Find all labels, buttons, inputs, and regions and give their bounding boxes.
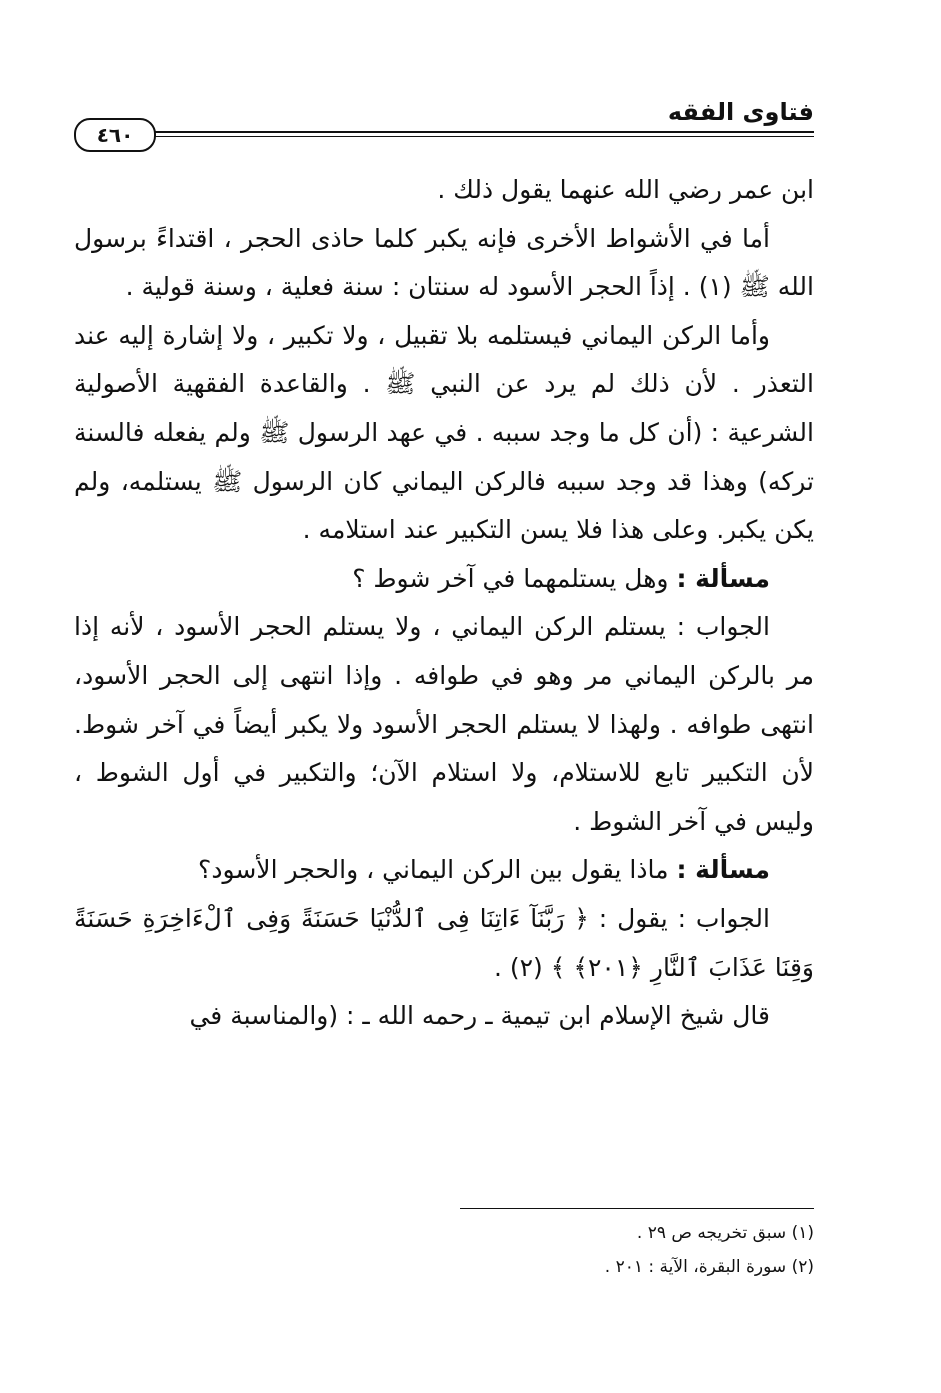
header-rule [144, 131, 814, 133]
paragraph-text: الجواب : يستلم الركن اليماني ، ولا يستلم الحجر الأسود ، لأنه إذا مر بالركن اليماني مر وهو في طوافه . وإذا انتهى إلى الحجر الأسود، انتهى طوافه . ولهذا لا يستلم الحجر الأسود ولا يكبر أيضاً في آخر شوط. لأن التكبير تابع للاستلام، ولا استلام الآن؛ والتكبير في أول الشوط ، وليس في آخر الشوط . [74, 612, 814, 836]
question-paragraph [74, 555, 814, 604]
question-label: مسألة : [676, 563, 770, 593]
answer-paragraph [74, 895, 814, 992]
paragraph [74, 166, 814, 215]
paragraph-text: الجواب : يقول : ﴿ رَبَّنَآ ءَاتِنَا فِى ٱلدُّنْيَا حَسَنَةً وَفِى ٱلْءَاخِرَةِ حَسَنَةً وَقِنَا عَذَابَ ٱلنَّارِ ﴿٢٠١﴾ ﴾ (٢) . [74, 903, 814, 982]
paragraph-text: أما في الأشواط الأخرى فإنه يكبر كلما حاذى الحجر ، اقتداءً برسول الله ﷺ (١) . إذاً الحجر الأسود له سنتان : سنة فعلية ، وسنة قولية . [74, 223, 814, 302]
footnote: (٢) سورة البقرة، الآية : ٢٠١ . [604, 1257, 814, 1277]
footnote: (١) سبق تخريجه ص ٢٩ . [636, 1223, 814, 1243]
paragraph-text: ماذا يقول بين الركن اليماني ، والحجر الأسود؟ [198, 855, 677, 885]
page-header [74, 98, 814, 158]
paragraph-text: ابن عمر رضي الله عنهما يقول ذلك . [437, 175, 814, 204]
main-text [74, 166, 814, 1041]
paragraph-text: قال شيخ الإسلام ابن تيمية ـ رحمه الله ـ : (والمناسبة في [189, 1001, 770, 1031]
question-paragraph [74, 846, 814, 895]
header-rule-thin [144, 136, 814, 137]
footnotes [300, 1216, 814, 1284]
page-number-badge: ٤٦٠ [74, 118, 156, 152]
footnote-separator [460, 1208, 814, 1209]
paragraph-text: وأما الركن اليماني فيستلمه بلا تقبيل ، ولا تكبير ، ولا إشارة إليه عند التعذر . لأن ذلك لم يرد عن النبي ﷺ . والقاعدة الفقهية الأصولية الشرعية : (أن كل ما وجد سببه . في عهد الرسول ﷺ ولم يفعله فالسنة تركه) وهذا قد وجد سببه فالركن اليماني كان الرسول ﷺ يستلمه، ولم يكن يكبر. وعلى هذا فلا يسن التكبير عند استلامه . [74, 320, 814, 545]
paragraph [74, 992, 814, 1041]
running-title: فتاوى الفقه [667, 98, 814, 126]
paragraph-text: وهل يستلمهما في آخر شوط ؟ [352, 563, 677, 593]
answer-paragraph [74, 603, 814, 846]
paragraph [74, 312, 814, 555]
paragraph [74, 215, 814, 312]
question-label: مسألة : [676, 855, 770, 885]
